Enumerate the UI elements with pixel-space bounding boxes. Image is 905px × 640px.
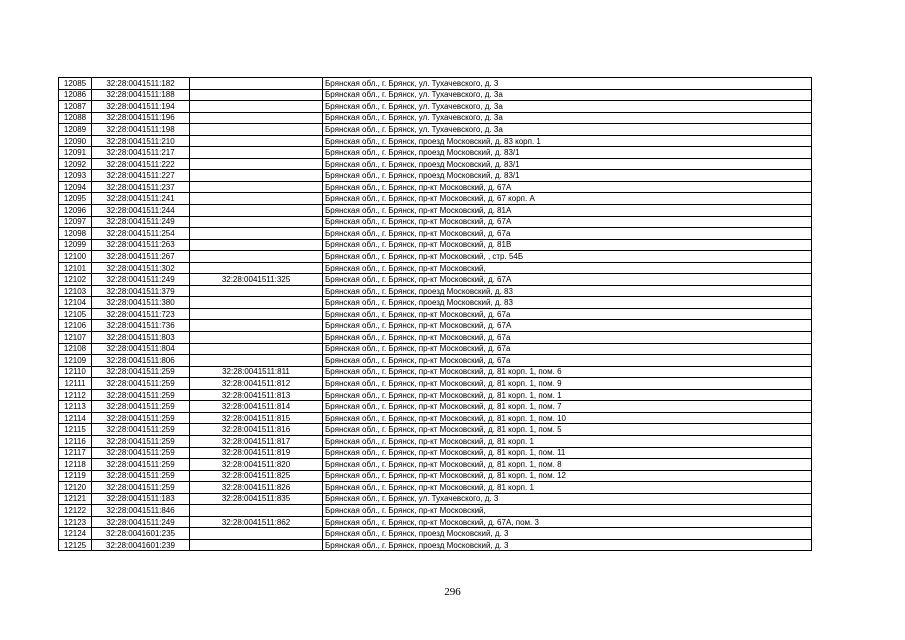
linked-cadastral-number-cell: 32:28:0041511:815: [190, 412, 323, 424]
linked-cadastral-number-cell: 32:28:0041511:862: [190, 516, 323, 528]
row-number-cell: 12085: [59, 78, 92, 90]
table-row: [59, 262, 812, 274]
address-cell: Брянская обл., г. Брянск, проезд Московский, д. 83/1: [323, 147, 812, 159]
cadastral-number-cell: 32:28:0041511:379: [92, 285, 190, 297]
cadastral-number-cell: 32:28:0041511:222: [92, 158, 190, 170]
address-cell: Брянская обл., г. Брянск, проезд Московский, д. 83: [323, 285, 812, 297]
table-row: [59, 112, 812, 124]
row-number-cell: 12107: [59, 332, 92, 344]
row-number-cell: 12093: [59, 170, 92, 182]
row-number-cell: 12089: [59, 124, 92, 136]
cadastral-number-cell: 32:28:0041511:259: [92, 470, 190, 482]
address-cell: Брянская обл., г. Брянск, пр-кт Московский, д. 81 корп. 1, пом. 10: [323, 412, 812, 424]
linked-cadastral-number-cell: [190, 170, 323, 182]
address-cell: Брянская обл., г. Брянск, пр-кт Московский, д. 81 корп. 1, пом. 5: [323, 424, 812, 436]
linked-cadastral-number-cell: 32:28:0041511:813: [190, 389, 323, 401]
linked-cadastral-number-cell: 32:28:0041511:835: [190, 493, 323, 505]
row-number-cell: 12113: [59, 401, 92, 413]
row-number-cell: 12111: [59, 378, 92, 390]
table-row: [59, 239, 812, 251]
table-row: [59, 528, 812, 540]
registry-table-body: [59, 78, 812, 551]
linked-cadastral-number-cell: 32:28:0041511:817: [190, 435, 323, 447]
table-row: [59, 459, 812, 471]
address-cell: Брянская обл., г. Брянск, пр-кт Московский, д. 81 корп. 1, пом. 11: [323, 447, 812, 459]
table-row: [59, 343, 812, 355]
cadastral-number-cell: 32:28:0041511:723: [92, 308, 190, 320]
row-number-cell: 12108: [59, 343, 92, 355]
row-number-cell: 12124: [59, 528, 92, 540]
cadastral-number-cell: 32:28:0041511:188: [92, 89, 190, 101]
address-cell: Брянская обл., г. Брянск, пр-кт Московский, д. 81 корп. 1, пом. 7: [323, 401, 812, 413]
address-cell: Брянская обл., г. Брянск, пр-кт Московский, д. 81 корп. 1, пом. 8: [323, 459, 812, 471]
table-row: [59, 297, 812, 309]
address-cell: Брянская обл., г. Брянск, пр-кт Московский, , стр. 54Б: [323, 251, 812, 263]
table-row: [59, 89, 812, 101]
cadastral-number-cell: 32:28:0041511:804: [92, 343, 190, 355]
row-number-cell: 12104: [59, 297, 92, 309]
row-number-cell: 12123: [59, 516, 92, 528]
row-number-cell: 12098: [59, 228, 92, 240]
table-row: [59, 251, 812, 263]
cadastral-number-cell: 32:28:0041511:241: [92, 193, 190, 205]
row-number-cell: 12088: [59, 112, 92, 124]
address-cell: Брянская обл., г. Брянск, пр-кт Московский, д. 67А: [323, 274, 812, 286]
linked-cadastral-number-cell: 32:28:0041511:820: [190, 459, 323, 471]
address-cell: Брянская обл., г. Брянск, пр-кт Московский, д. 81 корп. 1, пом. 9: [323, 378, 812, 390]
cadastral-number-cell: 32:28:0041511:210: [92, 135, 190, 147]
address-cell: Брянская обл., г. Брянск, ул. Тухачевского, д. 3: [323, 493, 812, 505]
row-number-cell: 12106: [59, 320, 92, 332]
table-row: [59, 412, 812, 424]
table-row: [59, 447, 812, 459]
row-number-cell: 12097: [59, 216, 92, 228]
linked-cadastral-number-cell: [190, 332, 323, 344]
address-cell: Брянская обл., г. Брянск, ул. Тухачевского, д. 3: [323, 78, 812, 90]
address-cell: Брянская обл., г. Брянск, пр-кт Московский, д. 67А: [323, 216, 812, 228]
cadastral-number-cell: 32:28:0041511:183: [92, 493, 190, 505]
table-row: [59, 482, 812, 494]
linked-cadastral-number-cell: [190, 320, 323, 332]
row-number-cell: 12094: [59, 181, 92, 193]
linked-cadastral-number-cell: [190, 308, 323, 320]
row-number-cell: 12086: [59, 89, 92, 101]
linked-cadastral-number-cell: [190, 124, 323, 136]
address-cell: Брянская обл., г. Брянск, ул. Тухачевского, д. 3а: [323, 89, 812, 101]
linked-cadastral-number-cell: 32:28:0041511:826: [190, 482, 323, 494]
row-number-cell: 12101: [59, 262, 92, 274]
linked-cadastral-number-cell: [190, 505, 323, 517]
row-number-cell: 12115: [59, 424, 92, 436]
row-number-cell: 12087: [59, 101, 92, 113]
cadastral-number-cell: 32:28:0041511:736: [92, 320, 190, 332]
row-number-cell: 12121: [59, 493, 92, 505]
table-row: [59, 401, 812, 413]
linked-cadastral-number-cell: [190, 228, 323, 240]
linked-cadastral-number-cell: [190, 181, 323, 193]
cadastral-number-cell: 32:28:0041511:194: [92, 101, 190, 113]
row-number-cell: 12092: [59, 158, 92, 170]
row-number-cell: 12102: [59, 274, 92, 286]
table-row: [59, 158, 812, 170]
table-row: [59, 170, 812, 182]
address-cell: Брянская обл., г. Брянск, пр-кт Московский, д. 67а: [323, 308, 812, 320]
linked-cadastral-number-cell: [190, 193, 323, 205]
table-row: [59, 193, 812, 205]
table-row: [59, 493, 812, 505]
table-row: [59, 320, 812, 332]
table-row: [59, 101, 812, 113]
address-cell: Брянская обл., г. Брянск, пр-кт Московский, д. 81В: [323, 239, 812, 251]
address-cell: Брянская обл., г. Брянск, пр-кт Московский, д. 67А: [323, 320, 812, 332]
address-cell: Брянская обл., г. Брянск, пр-кт Московский, д. 81 корп. 1, пом. 12: [323, 470, 812, 482]
address-cell: Брянская обл., г. Брянск, пр-кт Московский, д. 81А: [323, 205, 812, 217]
cadastral-number-cell: 32:28:0041511:249: [92, 516, 190, 528]
cadastral-number-cell: 32:28:0041511:244: [92, 205, 190, 217]
address-cell: Брянская обл., г. Брянск, пр-кт Московский, д. 67а: [323, 343, 812, 355]
table-row: [59, 216, 812, 228]
cadastral-number-cell: 32:28:0041511:267: [92, 251, 190, 263]
linked-cadastral-number-cell: [190, 112, 323, 124]
linked-cadastral-number-cell: [190, 262, 323, 274]
table-row: [59, 470, 812, 482]
address-cell: Брянская обл., г. Брянск, проезд Московский, д. 83/1: [323, 158, 812, 170]
table-row: [59, 78, 812, 90]
cadastral-number-cell: 32:28:0041511:259: [92, 401, 190, 413]
cadastral-number-cell: 32:28:0041511:198: [92, 124, 190, 136]
table-row: [59, 435, 812, 447]
linked-cadastral-number-cell: 32:28:0041511:811: [190, 366, 323, 378]
cadastral-number-cell: 32:28:0041511:302: [92, 262, 190, 274]
address-cell: Брянская обл., г. Брянск, пр-кт Московский, д. 81 корп. 1: [323, 482, 812, 494]
table-row: [59, 308, 812, 320]
row-number-cell: 12110: [59, 366, 92, 378]
cadastral-number-cell: 32:28:0041511:846: [92, 505, 190, 517]
cadastral-number-cell: 32:28:0041511:259: [92, 482, 190, 494]
linked-cadastral-number-cell: [190, 285, 323, 297]
linked-cadastral-number-cell: [190, 355, 323, 367]
cadastral-number-cell: 32:28:0041511:227: [92, 170, 190, 182]
linked-cadastral-number-cell: 32:28:0041511:816: [190, 424, 323, 436]
linked-cadastral-number-cell: [190, 101, 323, 113]
address-cell: Брянская обл., г. Брянск, проезд Московский, д. 83: [323, 297, 812, 309]
table-row: [59, 539, 812, 551]
cadastral-number-cell: 32:28:0041511:237: [92, 181, 190, 193]
linked-cadastral-number-cell: [190, 239, 323, 251]
linked-cadastral-number-cell: [190, 297, 323, 309]
row-number-cell: 12122: [59, 505, 92, 517]
table-row: [59, 389, 812, 401]
cadastral-number-cell: 32:28:0041511:259: [92, 459, 190, 471]
row-number-cell: 12114: [59, 412, 92, 424]
linked-cadastral-number-cell: [190, 251, 323, 263]
address-cell: Брянская обл., г. Брянск, пр-кт Московский,: [323, 505, 812, 517]
table-row: [59, 366, 812, 378]
linked-cadastral-number-cell: [190, 205, 323, 217]
address-cell: Брянская обл., г. Брянск, пр-кт Московский, д. 67а: [323, 228, 812, 240]
row-number-cell: 12116: [59, 435, 92, 447]
linked-cadastral-number-cell: 32:28:0041511:814: [190, 401, 323, 413]
cadastral-number-cell: 32:28:0041511:806: [92, 355, 190, 367]
cadastral-number-cell: 32:28:0041601:235: [92, 528, 190, 540]
row-number-cell: 12091: [59, 147, 92, 159]
table-row: [59, 135, 812, 147]
address-cell: Брянская обл., г. Брянск, ул. Тухачевского, д. 3а: [323, 124, 812, 136]
row-number-cell: 12109: [59, 355, 92, 367]
row-number-cell: 12119: [59, 470, 92, 482]
address-cell: Брянская обл., г. Брянск, пр-кт Московский,: [323, 262, 812, 274]
table-row: [59, 181, 812, 193]
table-row: [59, 424, 812, 436]
address-cell: Брянская обл., г. Брянск, пр-кт Московский, д. 67А, пом. 3: [323, 516, 812, 528]
cadastral-number-cell: 32:28:0041511:259: [92, 447, 190, 459]
cadastral-number-cell: 32:28:0041511:259: [92, 366, 190, 378]
address-cell: Брянская обл., г. Брянск, пр-кт Московский, д. 67а: [323, 332, 812, 344]
linked-cadastral-number-cell: [190, 78, 323, 90]
linked-cadastral-number-cell: [190, 89, 323, 101]
row-number-cell: 12117: [59, 447, 92, 459]
cadastral-number-cell: 32:28:0041511:249: [92, 216, 190, 228]
address-cell: Брянская обл., г. Брянск, ул. Тухачевского, д. 3а: [323, 101, 812, 113]
linked-cadastral-number-cell: [190, 539, 323, 551]
address-cell: Брянская обл., г. Брянск, пр-кт Московский, д. 81 корп. 1, пом. 6: [323, 366, 812, 378]
address-cell: Брянская обл., г. Брянск, проезд Московский, д. 83/1: [323, 170, 812, 182]
cadastral-number-cell: 32:28:0041511:259: [92, 412, 190, 424]
table-row: [59, 147, 812, 159]
row-number-cell: 12090: [59, 135, 92, 147]
cadastral-number-cell: 32:28:0041511:380: [92, 297, 190, 309]
cadastral-number-cell: 32:28:0041511:217: [92, 147, 190, 159]
cadastral-number-cell: 32:28:0041511:803: [92, 332, 190, 344]
address-cell: Брянская обл., г. Брянск, пр-кт Московский, д. 81 корп. 1, пом. 1: [323, 389, 812, 401]
linked-cadastral-number-cell: [190, 135, 323, 147]
row-number-cell: 12103: [59, 285, 92, 297]
linked-cadastral-number-cell: [190, 528, 323, 540]
row-number-cell: 12105: [59, 308, 92, 320]
table-row: [59, 505, 812, 517]
table-row: [59, 228, 812, 240]
linked-cadastral-number-cell: 32:28:0041511:819: [190, 447, 323, 459]
row-number-cell: 12096: [59, 205, 92, 217]
address-cell: Брянская обл., г. Брянск, пр-кт Московский, д. 81 корп. 1: [323, 435, 812, 447]
address-cell: Брянская обл., г. Брянск, ул. Тухачевского, д. 3а: [323, 112, 812, 124]
linked-cadastral-number-cell: 32:28:0041511:825: [190, 470, 323, 482]
address-cell: Брянская обл., г. Брянск, пр-кт Московский, д. 67а: [323, 355, 812, 367]
cadastral-number-cell: 32:28:0041511:259: [92, 378, 190, 390]
linked-cadastral-number-cell: [190, 147, 323, 159]
cadastral-number-cell: 32:28:0041601:239: [92, 539, 190, 551]
address-cell: Брянская обл., г. Брянск, проезд Московский, д. 3: [323, 528, 812, 540]
table-row: [59, 355, 812, 367]
cadastral-number-cell: 32:28:0041511:259: [92, 389, 190, 401]
linked-cadastral-number-cell: [190, 343, 323, 355]
row-number-cell: 12099: [59, 239, 92, 251]
linked-cadastral-number-cell: 32:28:0041511:325: [190, 274, 323, 286]
cadastral-number-cell: 32:28:0041511:249: [92, 274, 190, 286]
cadastral-number-cell: 32:28:0041511:259: [92, 435, 190, 447]
row-number-cell: 12125: [59, 539, 92, 551]
cadastral-number-cell: 32:28:0041511:263: [92, 239, 190, 251]
address-cell: Брянская обл., г. Брянск, пр-кт Московский, д. 67А: [323, 181, 812, 193]
table-row: [59, 332, 812, 344]
cadastral-number-cell: 32:28:0041511:196: [92, 112, 190, 124]
table-row: [59, 516, 812, 528]
cadastral-number-cell: 32:28:0041511:259: [92, 424, 190, 436]
address-cell: Брянская обл., г. Брянск, проезд Московский, д. 3: [323, 539, 812, 551]
table-row: [59, 124, 812, 136]
row-number-cell: 12120: [59, 482, 92, 494]
table-row: [59, 285, 812, 297]
row-number-cell: 12112: [59, 389, 92, 401]
table-row: [59, 378, 812, 390]
address-cell: Брянская обл., г. Брянск, пр-кт Московский, д. 67 корп. А: [323, 193, 812, 205]
row-number-cell: 12095: [59, 193, 92, 205]
cadastral-number-cell: 32:28:0041511:254: [92, 228, 190, 240]
cadastral-number-cell: 32:28:0041511:182: [92, 78, 190, 90]
linked-cadastral-number-cell: [190, 216, 323, 228]
page-number: 296: [444, 586, 461, 598]
address-cell: Брянская обл., г. Брянск, проезд Московский, д. 83 корп. 1: [323, 135, 812, 147]
row-number-cell: 12118: [59, 459, 92, 471]
linked-cadastral-number-cell: [190, 158, 323, 170]
row-number-cell: 12100: [59, 251, 92, 263]
registry-table: [58, 77, 812, 551]
linked-cadastral-number-cell: 32:28:0041511:812: [190, 378, 323, 390]
table-row: [59, 274, 812, 286]
table-row: [59, 205, 812, 217]
